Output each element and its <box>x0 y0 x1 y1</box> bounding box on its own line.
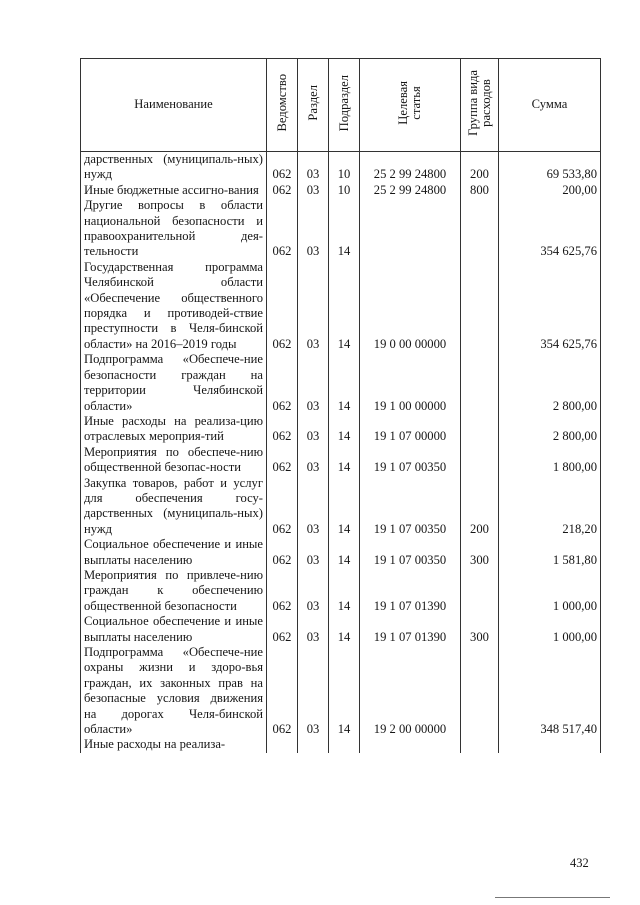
row-summa: 2 800,00 <box>499 414 601 445</box>
row-gruppa: 200 <box>461 152 499 183</box>
row-gruppa <box>461 198 499 260</box>
row-razdel: 03 <box>298 568 329 614</box>
row-celevaya-statya: 19 1 07 01390 <box>360 568 461 614</box>
row-gruppa <box>461 260 499 352</box>
row-celevaya-statya: 19 1 07 01390 <box>360 614 461 645</box>
scan-artifact-line <box>495 897 610 898</box>
row-summa: 69 533,80 <box>499 152 601 183</box>
row-razdel: 03 <box>298 260 329 352</box>
table-body <box>81 152 601 753</box>
row-gruppa: 200 <box>461 476 499 538</box>
row-celevaya-statya: 19 1 00 00000 <box>360 352 461 414</box>
row-podrazdel: 14 <box>329 568 360 614</box>
row-gruppa: 800 <box>461 183 499 198</box>
row-razdel: 03 <box>298 183 329 198</box>
table-row <box>81 352 601 414</box>
row-podrazdel: 14 <box>329 260 360 352</box>
row-vedomstvo: 062 <box>267 614 298 645</box>
row-razdel: 03 <box>298 476 329 538</box>
header-podrazdel: Подраздел <box>329 59 360 152</box>
row-name: Мероприятия по привлече-нию граждан к обеспечению общественной безопасности <box>81 568 267 614</box>
row-summa <box>499 737 601 752</box>
row-celevaya-statya: 19 1 07 00350 <box>360 445 461 476</box>
row-name: Подпрограмма «Обеспече-ние охраны жизни и здоро-вья граждан, их законных прав на безопасные условия движения на дорогах Челя-бинской области» <box>81 645 267 737</box>
row-celevaya-statya: 19 2 00 00000 <box>360 645 461 737</box>
header-razdel: Раздел <box>298 59 329 152</box>
row-vedomstvo: 062 <box>267 183 298 198</box>
row-summa: 200,00 <box>499 183 601 198</box>
row-gruppa <box>461 645 499 737</box>
row-name: Иные бюджетные ассигно-вания <box>81 183 267 198</box>
row-vedomstvo: 062 <box>267 260 298 352</box>
table-row <box>81 198 601 260</box>
row-podrazdel: 10 <box>329 152 360 183</box>
table-row <box>81 476 601 538</box>
row-summa: 354 625,76 <box>499 198 601 260</box>
row-gruppa <box>461 737 499 752</box>
table-row <box>81 537 601 568</box>
row-vedomstvo: 062 <box>267 414 298 445</box>
row-podrazdel: 14 <box>329 445 360 476</box>
row-podrazdel: 14 <box>329 537 360 568</box>
table-row <box>81 183 601 198</box>
row-podrazdel: 14 <box>329 476 360 538</box>
row-summa: 348 517,40 <box>499 645 601 737</box>
table-row <box>81 645 601 737</box>
table-header-row <box>81 59 601 152</box>
row-summa: 1 581,80 <box>499 537 601 568</box>
header-celevaya-statya: Целевая статья <box>360 59 461 152</box>
row-razdel: 03 <box>298 445 329 476</box>
header-vedomstvo: Ведомство <box>267 59 298 152</box>
row-podrazdel: 14 <box>329 198 360 260</box>
row-name: Закупка товаров, работ и услуг для обеспечения госу-дарственных (муниципаль-ных) нужд <box>81 476 267 538</box>
row-razdel: 03 <box>298 414 329 445</box>
table-row <box>81 614 601 645</box>
row-podrazdel <box>329 737 360 752</box>
row-gruppa <box>461 568 499 614</box>
row-celevaya-statya: 19 1 07 00000 <box>360 414 461 445</box>
row-vedomstvo: 062 <box>267 198 298 260</box>
row-razdel: 03 <box>298 352 329 414</box>
row-celevaya-statya <box>360 198 461 260</box>
row-name: Социальное обеспечение и иные выплаты населению <box>81 537 267 568</box>
row-name: Иные расходы на реализа- <box>81 737 267 752</box>
row-name: Социальное обеспечение и иные выплаты населению <box>81 614 267 645</box>
row-summa: 354 625,76 <box>499 260 601 352</box>
row-celevaya-statya: 25 2 99 24800 <box>360 152 461 183</box>
row-name: Государственная программа Челябинской области «Обеспечение общественного порядка и противодей-ствие преступности в Челя-бинской области» на 2016–2019 годы <box>81 260 267 352</box>
row-podrazdel: 14 <box>329 414 360 445</box>
row-gruppa: 300 <box>461 614 499 645</box>
row-summa: 1 800,00 <box>499 445 601 476</box>
row-celevaya-statya: 19 0 00 00000 <box>360 260 461 352</box>
row-name: Подпрограмма «Обеспече-ние безопасности граждан на территории Челябинской области» <box>81 352 267 414</box>
row-gruppa <box>461 445 499 476</box>
table-row <box>81 445 601 476</box>
table-row <box>81 414 601 445</box>
row-celevaya-statya: 25 2 99 24800 <box>360 183 461 198</box>
row-celevaya-statya: 19 1 07 00350 <box>360 537 461 568</box>
row-podrazdel: 14 <box>329 614 360 645</box>
budget-table <box>80 58 601 753</box>
row-podrazdel: 10 <box>329 183 360 198</box>
table-row <box>81 737 601 752</box>
row-vedomstvo: 062 <box>267 568 298 614</box>
row-name: Мероприятия по обеспече-нию общественной безопас-ности <box>81 445 267 476</box>
row-podrazdel: 14 <box>329 352 360 414</box>
row-vedomstvo: 062 <box>267 445 298 476</box>
row-name: Другие вопросы в области национальной безопасности и правоохранительной дея-тельности <box>81 198 267 260</box>
row-razdel: 03 <box>298 614 329 645</box>
row-razdel: 03 <box>298 537 329 568</box>
row-razdel: 03 <box>298 198 329 260</box>
page-number: 432 <box>570 856 589 870</box>
row-vedomstvo: 062 <box>267 352 298 414</box>
row-gruppa <box>461 414 499 445</box>
row-vedomstvo: 062 <box>267 476 298 538</box>
row-vedomstvo <box>267 737 298 752</box>
row-vedomstvo: 062 <box>267 152 298 183</box>
row-vedomstvo: 062 <box>267 537 298 568</box>
row-name: дарственных (муниципаль-ных) нужд <box>81 152 267 183</box>
table-row <box>81 568 601 614</box>
header-gruppa-vida-rashodov: Группа вида расходов <box>461 59 499 152</box>
row-razdel <box>298 737 329 752</box>
row-razdel: 03 <box>298 645 329 737</box>
row-summa: 2 800,00 <box>499 352 601 414</box>
row-summa: 1 000,00 <box>499 568 601 614</box>
table-row <box>81 152 601 183</box>
row-summa: 1 000,00 <box>499 614 601 645</box>
row-gruppa <box>461 352 499 414</box>
table-row <box>81 260 601 352</box>
row-vedomstvo: 062 <box>267 645 298 737</box>
row-podrazdel: 14 <box>329 645 360 737</box>
row-summa: 218,20 <box>499 476 601 538</box>
row-gruppa: 300 <box>461 537 499 568</box>
row-razdel: 03 <box>298 152 329 183</box>
row-celevaya-statya <box>360 737 461 752</box>
row-name: Иные расходы на реализа-цию отраслевых мероприя-тий <box>81 414 267 445</box>
header-summa: Сумма <box>499 59 601 152</box>
row-celevaya-statya: 19 1 07 00350 <box>360 476 461 538</box>
header-name: Наименование <box>81 59 267 152</box>
